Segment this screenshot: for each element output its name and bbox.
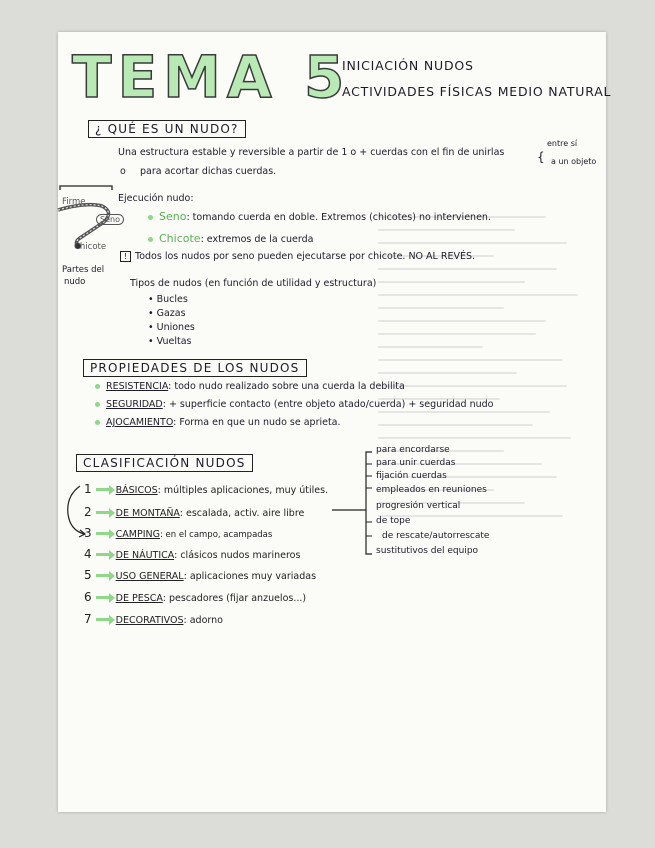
property-description: : Forma en que un nudo se aprieta. bbox=[173, 417, 341, 428]
class-description: : clásicos nudos marineros bbox=[174, 550, 301, 561]
brace-option-2: a un objeto bbox=[551, 157, 597, 166]
brace-option-1: entre sí bbox=[547, 139, 578, 148]
label-firme: Firme bbox=[62, 197, 86, 207]
class-row bbox=[84, 547, 300, 561]
use-item: sustitutivos del equipo bbox=[376, 546, 479, 556]
class-row bbox=[84, 505, 304, 519]
note-text: Todos los nudos por seno pueden ejecutarse por chicote. NO AL REVÉS. bbox=[135, 251, 476, 262]
arrow-icon bbox=[96, 574, 110, 577]
label-partes-1: Partes del bbox=[62, 265, 105, 275]
use-item: empleados en reuniones bbox=[376, 485, 487, 495]
property-keyword: RESISTENCIA bbox=[106, 381, 169, 392]
property-keyword: SEGURIDAD bbox=[106, 399, 163, 410]
class-number: 4 bbox=[84, 547, 92, 561]
class-row bbox=[84, 590, 306, 604]
use-item: para unir cuerdas bbox=[376, 458, 456, 468]
property-description: : + superficie contacto (entre objeto atado/cuerda) + seguridad nudo bbox=[162, 399, 494, 410]
class-description: : pescadores (fijar anzuelos...) bbox=[162, 593, 307, 604]
class-description: : escalada, activ. aire libre bbox=[179, 508, 305, 519]
type-item: • Uniones bbox=[148, 322, 195, 333]
property-keyword: AJOCAMIENTO bbox=[106, 417, 174, 428]
arrow-icon bbox=[96, 488, 110, 491]
use-item: progresión vertical bbox=[376, 501, 461, 511]
class-keyword: USO GENERAL bbox=[115, 571, 184, 582]
execution-label: Ejecución nudo: bbox=[118, 193, 194, 204]
class-description: : múltiples aplicaciones, muy útiles. bbox=[157, 485, 329, 496]
class-description: : aplicaciones muy variadas bbox=[183, 571, 317, 582]
type-item: • Vueltas bbox=[148, 336, 192, 347]
section-heading-definition: ¿ QUÉ ES UN NUDO? bbox=[88, 120, 246, 138]
class-number: 2 bbox=[84, 505, 92, 519]
class-row bbox=[84, 482, 328, 496]
class-number: 3 bbox=[84, 526, 92, 540]
chicote-description: : extremos de la cuerda bbox=[200, 234, 314, 245]
subtitle-subject: ACTIVIDADES FÍSICAS MEDIO NATURAL bbox=[342, 84, 612, 99]
definition-line-2: para acortar dichas cuerdas. bbox=[140, 166, 277, 177]
arrow-icon bbox=[96, 618, 110, 621]
class-number: 1 bbox=[84, 482, 92, 496]
class-keyword: DE PESCA bbox=[115, 593, 163, 604]
use-item: de rescate/autorrescate bbox=[382, 531, 490, 541]
property-row bbox=[95, 417, 341, 428]
green-bullet bbox=[148, 237, 153, 242]
property-row bbox=[95, 381, 405, 392]
section-heading-properties: PROPIEDADES DE LOS NUDOS bbox=[83, 359, 307, 377]
class-number: 6 bbox=[84, 590, 92, 604]
definition-line-1: Una estructura estable y reversible a partir de 1 o + cuerdas con el fin de unirlas bbox=[118, 147, 505, 158]
class-keyword: DE NÁUTICA bbox=[115, 550, 175, 561]
brace-glyph: { bbox=[537, 150, 545, 164]
type-item: • Bucles bbox=[148, 294, 188, 305]
chicote-keyword: Chicote bbox=[159, 232, 201, 245]
type-item: • Gazas bbox=[148, 308, 186, 319]
label-partes-2: nudo bbox=[64, 277, 86, 287]
section-heading-classification: CLASIFICACIÓN NUDOS bbox=[76, 454, 253, 472]
property-description: : todo nudo realizado sobre una cuerda la debilita bbox=[168, 381, 405, 392]
property-row bbox=[95, 399, 493, 410]
page-title: TEMA 5 bbox=[72, 43, 351, 111]
use-item: de tope bbox=[376, 516, 411, 526]
class-number: 5 bbox=[84, 568, 92, 582]
use-item: para encordarse bbox=[376, 445, 450, 455]
type-item-label: Bucles bbox=[156, 294, 188, 305]
class-description: : en el campo, acampadas bbox=[159, 530, 273, 540]
seno-row bbox=[148, 210, 491, 223]
green-bullet bbox=[148, 215, 153, 220]
class-number: 7 bbox=[84, 612, 92, 626]
arrow-icon bbox=[96, 596, 110, 599]
class-keyword: CAMPING bbox=[115, 529, 160, 540]
class-row bbox=[84, 568, 316, 582]
type-item-label: Uniones bbox=[156, 322, 195, 333]
green-bullet bbox=[95, 420, 100, 425]
seno-keyword: Seno bbox=[159, 210, 187, 223]
green-bullet bbox=[95, 402, 100, 407]
arrow-icon bbox=[96, 511, 110, 514]
label-chicote: Chicote bbox=[74, 242, 107, 252]
uses-bracket bbox=[328, 448, 378, 558]
bullet-dot: o bbox=[120, 166, 126, 177]
class-keyword: BÁSICOS bbox=[115, 485, 158, 496]
seno-description: : tomando cuerda en doble. Extremos (chicotes) no intervienen. bbox=[186, 212, 491, 223]
class-description: : adorno bbox=[183, 615, 223, 626]
arrow-icon bbox=[96, 553, 110, 556]
class-keyword: DE MONTAÑA bbox=[115, 508, 180, 519]
warning-icon: ! bbox=[120, 251, 131, 262]
class-row bbox=[84, 612, 223, 626]
types-label: Tipos de nudos (en función de utilidad y estructura) bbox=[130, 278, 377, 289]
type-item-label: Gazas bbox=[156, 308, 186, 319]
class-row bbox=[84, 526, 272, 540]
class-keyword: DECORATIVOS bbox=[115, 615, 184, 626]
chicote-row bbox=[148, 232, 313, 245]
arrow-icon bbox=[96, 532, 110, 535]
green-bullet bbox=[95, 384, 100, 389]
type-item-label: Vueltas bbox=[156, 336, 192, 347]
subtitle-topic: INICIACIÓN NUDOS bbox=[342, 58, 474, 73]
use-item: fijación cuerdas bbox=[376, 471, 447, 481]
label-seno: Seno bbox=[96, 214, 124, 225]
note-row bbox=[120, 251, 475, 262]
